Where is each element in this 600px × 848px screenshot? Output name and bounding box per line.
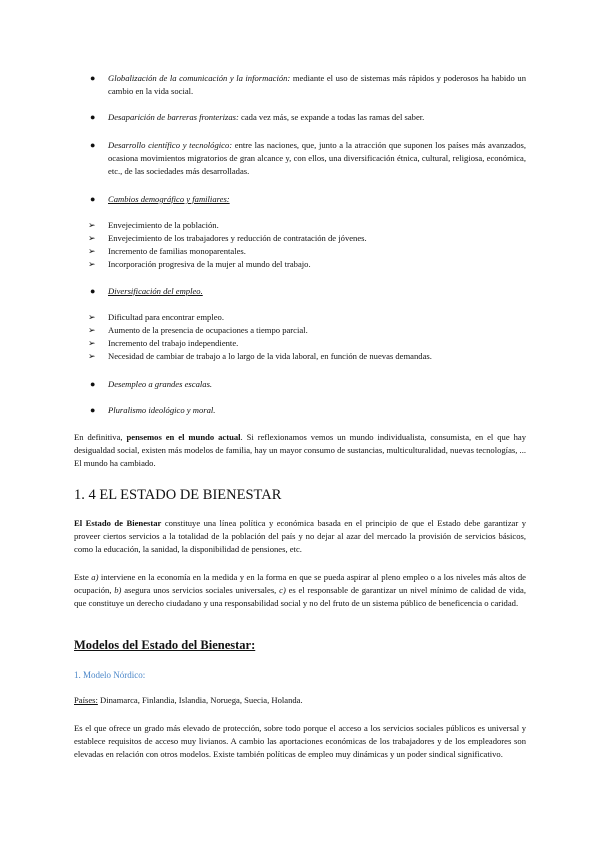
bullet-pluralismo: Pluralismo ideológico y moral. (108, 405, 216, 415)
list-item: Envejecimiento de la población. (108, 220, 219, 230)
list-item: Incorporación progresiva de la mujer al mundo del trabajo. (108, 259, 311, 269)
list-item: Envejecimiento de los trabajadores y reducción de contratación de jóvenes. (108, 233, 367, 243)
arrow-bullet-icon: ➢ (88, 351, 96, 361)
bullet-dot: ● (90, 194, 96, 204)
bullet-desempleo: Desempleo a grandes escalas. (108, 379, 213, 389)
bullet-globalizacion: Globalización de la comunicación y la información: mediante el uso de sistemas más rápidos y poderosos ha habido un cambio en la vida social. (108, 73, 526, 97)
list-item: Incremento del trabajo independiente. (108, 338, 239, 348)
nordico-paragraph: Es el que ofrece un grado más elevado de protección, sobre todo porque el acceso a los servicios sociales públicos es universal y establece requisitos de acceso muy livianos. A cambio las aportaciones económicas de los trabajadores y de los empleadores son elevadas en relación con otros modelos. Existe también políticas de empleo muy dinámicas y un poder sindical significativo. (74, 723, 526, 760)
bullet-dot: ● (90, 286, 96, 296)
estado-paragraph-1: El Estado de Bienestar constituye una línea política y económica basada en el principio de que el Estado debe garantizar y proveer ciertos servicios a la totalidad de la población del país y no dejar al azar del mercado la provisión de servicios básicos, como la educación, la sanidad, la disponibilidad de pensiones, etc. (74, 518, 526, 555)
bullet-dot: ● (90, 379, 96, 389)
estado-paragraph-2: Este a) interviene en la economía en la medida y en la forma en que se pueda aspirar al pleno empleo o a los niveles más altos de ocupación, b) asegura unos servicios sociales universales, c) es el responsable de garantizar un nivel mínimo de calidad de vida, que constituye un derecho ciudadano y una responsabilidad social y no del fruto de un sistema público de beneficencia o caridad. (74, 572, 526, 609)
arrow-bullet-icon: ➢ (88, 338, 96, 348)
arrow-bullet-icon: ➢ (88, 312, 96, 322)
bullet-dot: ● (90, 405, 96, 415)
conclusion-paragraph: En definitiva, pensemos en el mundo actual. Si reflexionamos vemos un mundo individualista, consumista, en el que hay desigualdad social, existen más modelos de familia, hay un mayor consumo de sustancias, multiculturalidad, nuevas tecnologías, ... El mundo ha cambiado. (74, 432, 526, 469)
bullet-dot: ● (90, 73, 96, 83)
arrow-bullet-icon: ➢ (88, 220, 96, 230)
arrow-bullet-icon: ➢ (88, 233, 96, 243)
bullet-dot: ● (90, 140, 96, 150)
paises-line: Países: Dinamarca, Finlandia, Islandia, Noruega, Suecia, Holanda. (74, 695, 303, 705)
bullet-desarrollo: Desarrollo científico y tecnológico: entre las naciones, que, junto a la atracción que suponen los países más avanzados, ocasiona movimientos migratorios de gran alcance y, con ellos, una diversificación étnica, cultural, religiosa, económica, etc., de las sociedades más desarrolladas. (108, 140, 526, 177)
section-heading: 1. 4 EL ESTADO DE BIENESTAR (74, 487, 282, 503)
list-item: Incremento de familias monoparentales. (108, 246, 246, 256)
arrow-bullet-icon: ➢ (88, 259, 96, 269)
list-item: Dificultad para encontrar empleo. (108, 312, 224, 322)
bullet-barreras: Desaparición de barreras fronterizas: cada vez más, se expande a todas las ramas del saber. (108, 112, 425, 122)
modelos-heading: Modelos del Estado del Bienestar: (74, 638, 256, 652)
list-item: Necesidad de cambiar de trabajo a lo largo de la vida laboral, en función de nuevas demandas. (108, 351, 432, 361)
bullet-diversificacion-title: Diversificación del empleo. (108, 286, 203, 296)
bullet-cambios-title: Cambios demográfico y familiares: (108, 194, 230, 204)
modelo-nordico-heading: 1. Modelo Nórdico: (74, 670, 146, 680)
bullet-dot: ● (90, 112, 96, 122)
arrow-bullet-icon: ➢ (88, 325, 96, 335)
arrow-bullet-icon: ➢ (88, 246, 96, 256)
list-item: Aumento de la presencia de ocupaciones a tiempo parcial. (108, 325, 308, 335)
